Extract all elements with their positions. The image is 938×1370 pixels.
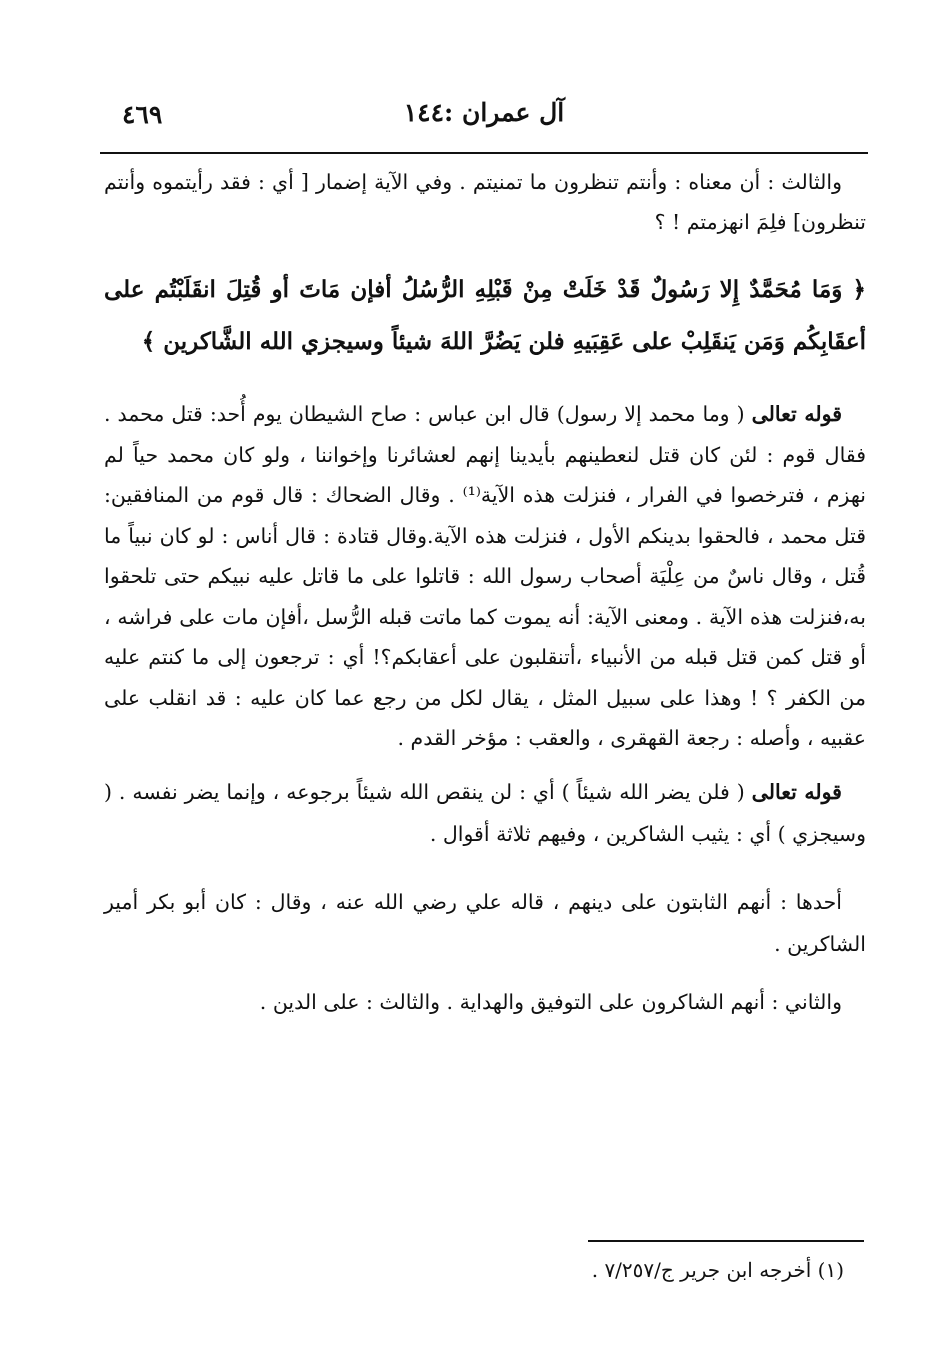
paragraph-first-opinion — [104, 881, 866, 965]
header-rule — [100, 152, 868, 154]
quran-verse: ﴿ وَمَا مُحَمَّدٌ إِلا رَسُولٌ قَدْ خَلَتْ مِنْ قَبْلِهِ الرُّسُلُ أفإن مَاتَ أو قُتِلَ انقَلَبْتُم على أعقَابِكُم وَمَن يَنقَلِبْ على عَقِبَيهِ فلن يَضُرَّ اللهَ شيئاً وسيجزي الله الشَّاكرين ﴾ — [104, 276, 866, 355]
paragraph-second-third-opinion — [104, 981, 866, 1023]
paragraph-commentary-2 — [104, 771, 866, 855]
paragraph-text: أحدها : أنهم الثابتون على دينهم ، قاله علي رضي الله عنه ، وقال : كان أبو بكر أمير الشاكرين . — [104, 889, 866, 956]
main-text — [104, 162, 866, 1023]
footnote-marker: (١) — [817, 1258, 844, 1282]
paragraph-text: والثالث : أن معناه : وأنتم تنظرون ما تمنيتم . وفي الآية إضمار [ أي : فقد رأيتموه وأنتم تنظرون] فلِمَ انهزمتم ! ؟ — [104, 170, 866, 234]
paragraph-text: والثاني : أنهم الشاكرون على التوفيق والهداية . والثالث : على الدين . — [259, 989, 842, 1014]
paragraph-lead: قوله تعالى — [751, 402, 842, 426]
running-title: آل عمران :١٤٤ — [403, 98, 565, 127]
paragraph-text: ( فلن يضر الله شيئاً ) أي : لن ينقص الله شيئاً برجوعه ، وإنما يضر نفسه . ( وسيجزي ) أي : يثيب الشاكرين ، وفيهم ثلاثة أقوال . — [104, 779, 866, 846]
page-header — [104, 98, 864, 138]
page-number: ٤٦٩ — [122, 100, 163, 129]
paragraph-third-meaning — [104, 162, 866, 242]
footnote-text: أخرجه ابن جرير ج/٧/٢٥٧ . — [591, 1258, 812, 1282]
paragraph-commentary-1 — [104, 394, 866, 759]
footnote — [330, 1258, 844, 1282]
paragraph-lead: قوله تعالى — [751, 779, 842, 804]
paragraph-text: ( وما محمد إلا رسول) قال ابن عباس : صاح الشيطان يوم أُحد: قتل محمد . فقال قوم : لئن كان قتل لنعطينهم بأيدينا إنهم لعشائرنا وإخواننا ، ولو كان محمد حياً لم نهزم ، فترخصوا في الفرار ، فنزلت هذه الآية⁽¹⁾ . وقال الضحاك : قال قوم من المنافقين: قتل محمد ، فالحقوا بدينكم الأول ، فنزلت هذه الآية.وقال قتادة : قال أناس : لو كان نبياً ما قُتل ، وقال ناسٌ من عِلْيَة أصحاب رسول الله : قاتلوا على ما قاتل عليه نبيكم حتى تلحقوا به،فنزلت هذه الآية . ومعنى الآية: أنه يموت كما ماتت قبله الرُّسل ،أفإن مات على فراشه ، أو قتل كمن قتل قبله من الأنبياء ،أتنقلبون على أعقابكم؟! أي : ترجعون إلى ما كنتم عليه من الكفر ؟ ! وهذا على سبيل المثل ، يقال لكل من رجع عما كان عليه : قد انقلب على عقبيه ، وأصله : رجعة القهقرى ، والعقب : مؤخر القدم . — [104, 402, 866, 750]
footnote-rule — [588, 1240, 864, 1242]
